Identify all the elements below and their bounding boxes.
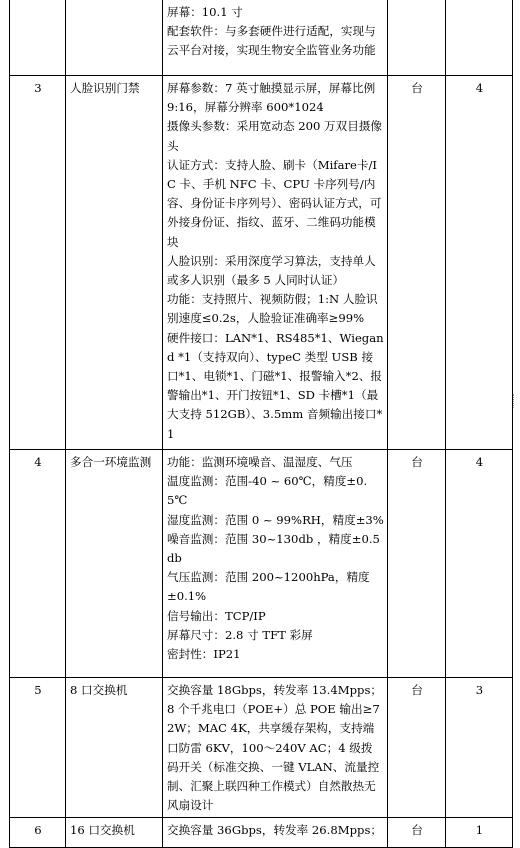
item-name: 8 口交换机: [66, 678, 163, 818]
spec-line: 屏幕尺寸：2.8 寸 TFT 彩屏: [167, 627, 313, 642]
spec-line: 交换容量 18Gbps，转发率 13.4Mpps；8 个千兆电口（POE+）总 POE 输出≥72W；MAC 4K，共享缓存架构，支持端口防雷 6KV，100～240V AC；4 级拨码开关（标准交换、一键 VLAN、流量控制、汇聚上联四种工作模式）自然散热无风扇设计: [167, 683, 383, 813]
spec-line: 屏幕参数：7 英寸触摸显示屏，屏幕比例 9:16，屏幕分辨率 600*1024: [167, 81, 376, 115]
item-spec: [163, 450, 388, 678]
spec-line: 信号输出：TCP/IP: [167, 608, 266, 623]
spec-line: 摄像头参数：采用宽动态 200 万双目摄像头: [167, 119, 383, 153]
spec-line: 气压监测：范围 200~1200hPa，精度±0.1%: [167, 570, 370, 604]
equipment-spec-table: [9, 0, 513, 848]
table-row: [10, 678, 513, 818]
spec-line: 配套软件：与多套硬件进行适配，实现与云平台对接，实现生物安全监管业务功能: [167, 24, 376, 58]
spec-line: 湿度监测：范围 0 ~ 99%RH，精度±3%: [167, 512, 384, 527]
table-row: [10, 0, 513, 76]
row-number: 4: [10, 450, 66, 678]
item-name: 16 口交换机: [66, 818, 163, 848]
item-spec: [163, 76, 388, 450]
row-number: 3: [10, 76, 66, 450]
item-unit: 台: [388, 678, 446, 818]
row-number: [10, 0, 66, 76]
item-quantity: 4: [446, 450, 513, 678]
item-quantity: [446, 0, 513, 76]
item-spec: [163, 0, 388, 76]
item-quantity: 1: [446, 818, 513, 848]
margin-mark: [513, 394, 518, 408]
item-quantity: 3: [446, 678, 513, 818]
spec-line: 密封性：IP21: [167, 647, 241, 662]
item-name: [66, 0, 163, 76]
row-number: 5: [10, 678, 66, 818]
spec-line: 温度监测：范围-40 ~ 60℃，精度±0.5℃: [167, 474, 368, 508]
item-spec: [163, 678, 388, 818]
spec-line: 交换容量 36Gbps，转发率 26.8Mpps；: [167, 823, 383, 838]
spec-line: 硬件接口：LAN*1、RS485*1、Wiegand *1（支持双向）、typeC 类型 USB 接口*1、电锁*1、门磁*1、报警输入*2、报警输出*1、开门按钮*1、SD 卡槽*1（最大支持 512GB）、3.5mm 音频输出接口*1: [167, 330, 384, 441]
item-unit: 台: [388, 76, 446, 450]
row-number: 6: [10, 818, 66, 848]
spec-line: 功能：监测环境噪音、温湿度、气压: [167, 455, 353, 469]
table-row: [10, 450, 513, 678]
table-row: [10, 818, 513, 848]
table-row: [10, 76, 513, 450]
spec-line: 屏幕：10.1 寸: [167, 5, 243, 19]
item-name: 多合一环境监测: [66, 450, 163, 678]
spec-line: 噪音监测：范围 30~130db ，精度±0.5db: [167, 531, 380, 566]
item-unit: [388, 0, 446, 76]
spec-line: 认证方式：支持人脸、刷卡（Mifare卡/IC 卡、手机 NFC 卡、CPU 卡序列号/内容、身份证卡序列号）、密码认证方式，可外接身份证、指纹、蓝牙、二维码功能模块: [167, 157, 382, 249]
spec-line: 功能：支持照片、视频防假；1:N 人脸识别速度≤0.2s，人脸验证准确率≥99%: [167, 292, 378, 326]
item-unit: 台: [388, 450, 446, 678]
item-quantity: 4: [446, 76, 513, 450]
spec-line: 人脸识别：采用深度学习算法，支持单人或多人识别（最多 5 人同时认证）: [167, 253, 376, 288]
item-unit: 台: [388, 818, 446, 848]
item-spec: [163, 818, 388, 848]
table-body: [10, 0, 513, 848]
item-name: 人脸识别门禁: [66, 76, 163, 450]
